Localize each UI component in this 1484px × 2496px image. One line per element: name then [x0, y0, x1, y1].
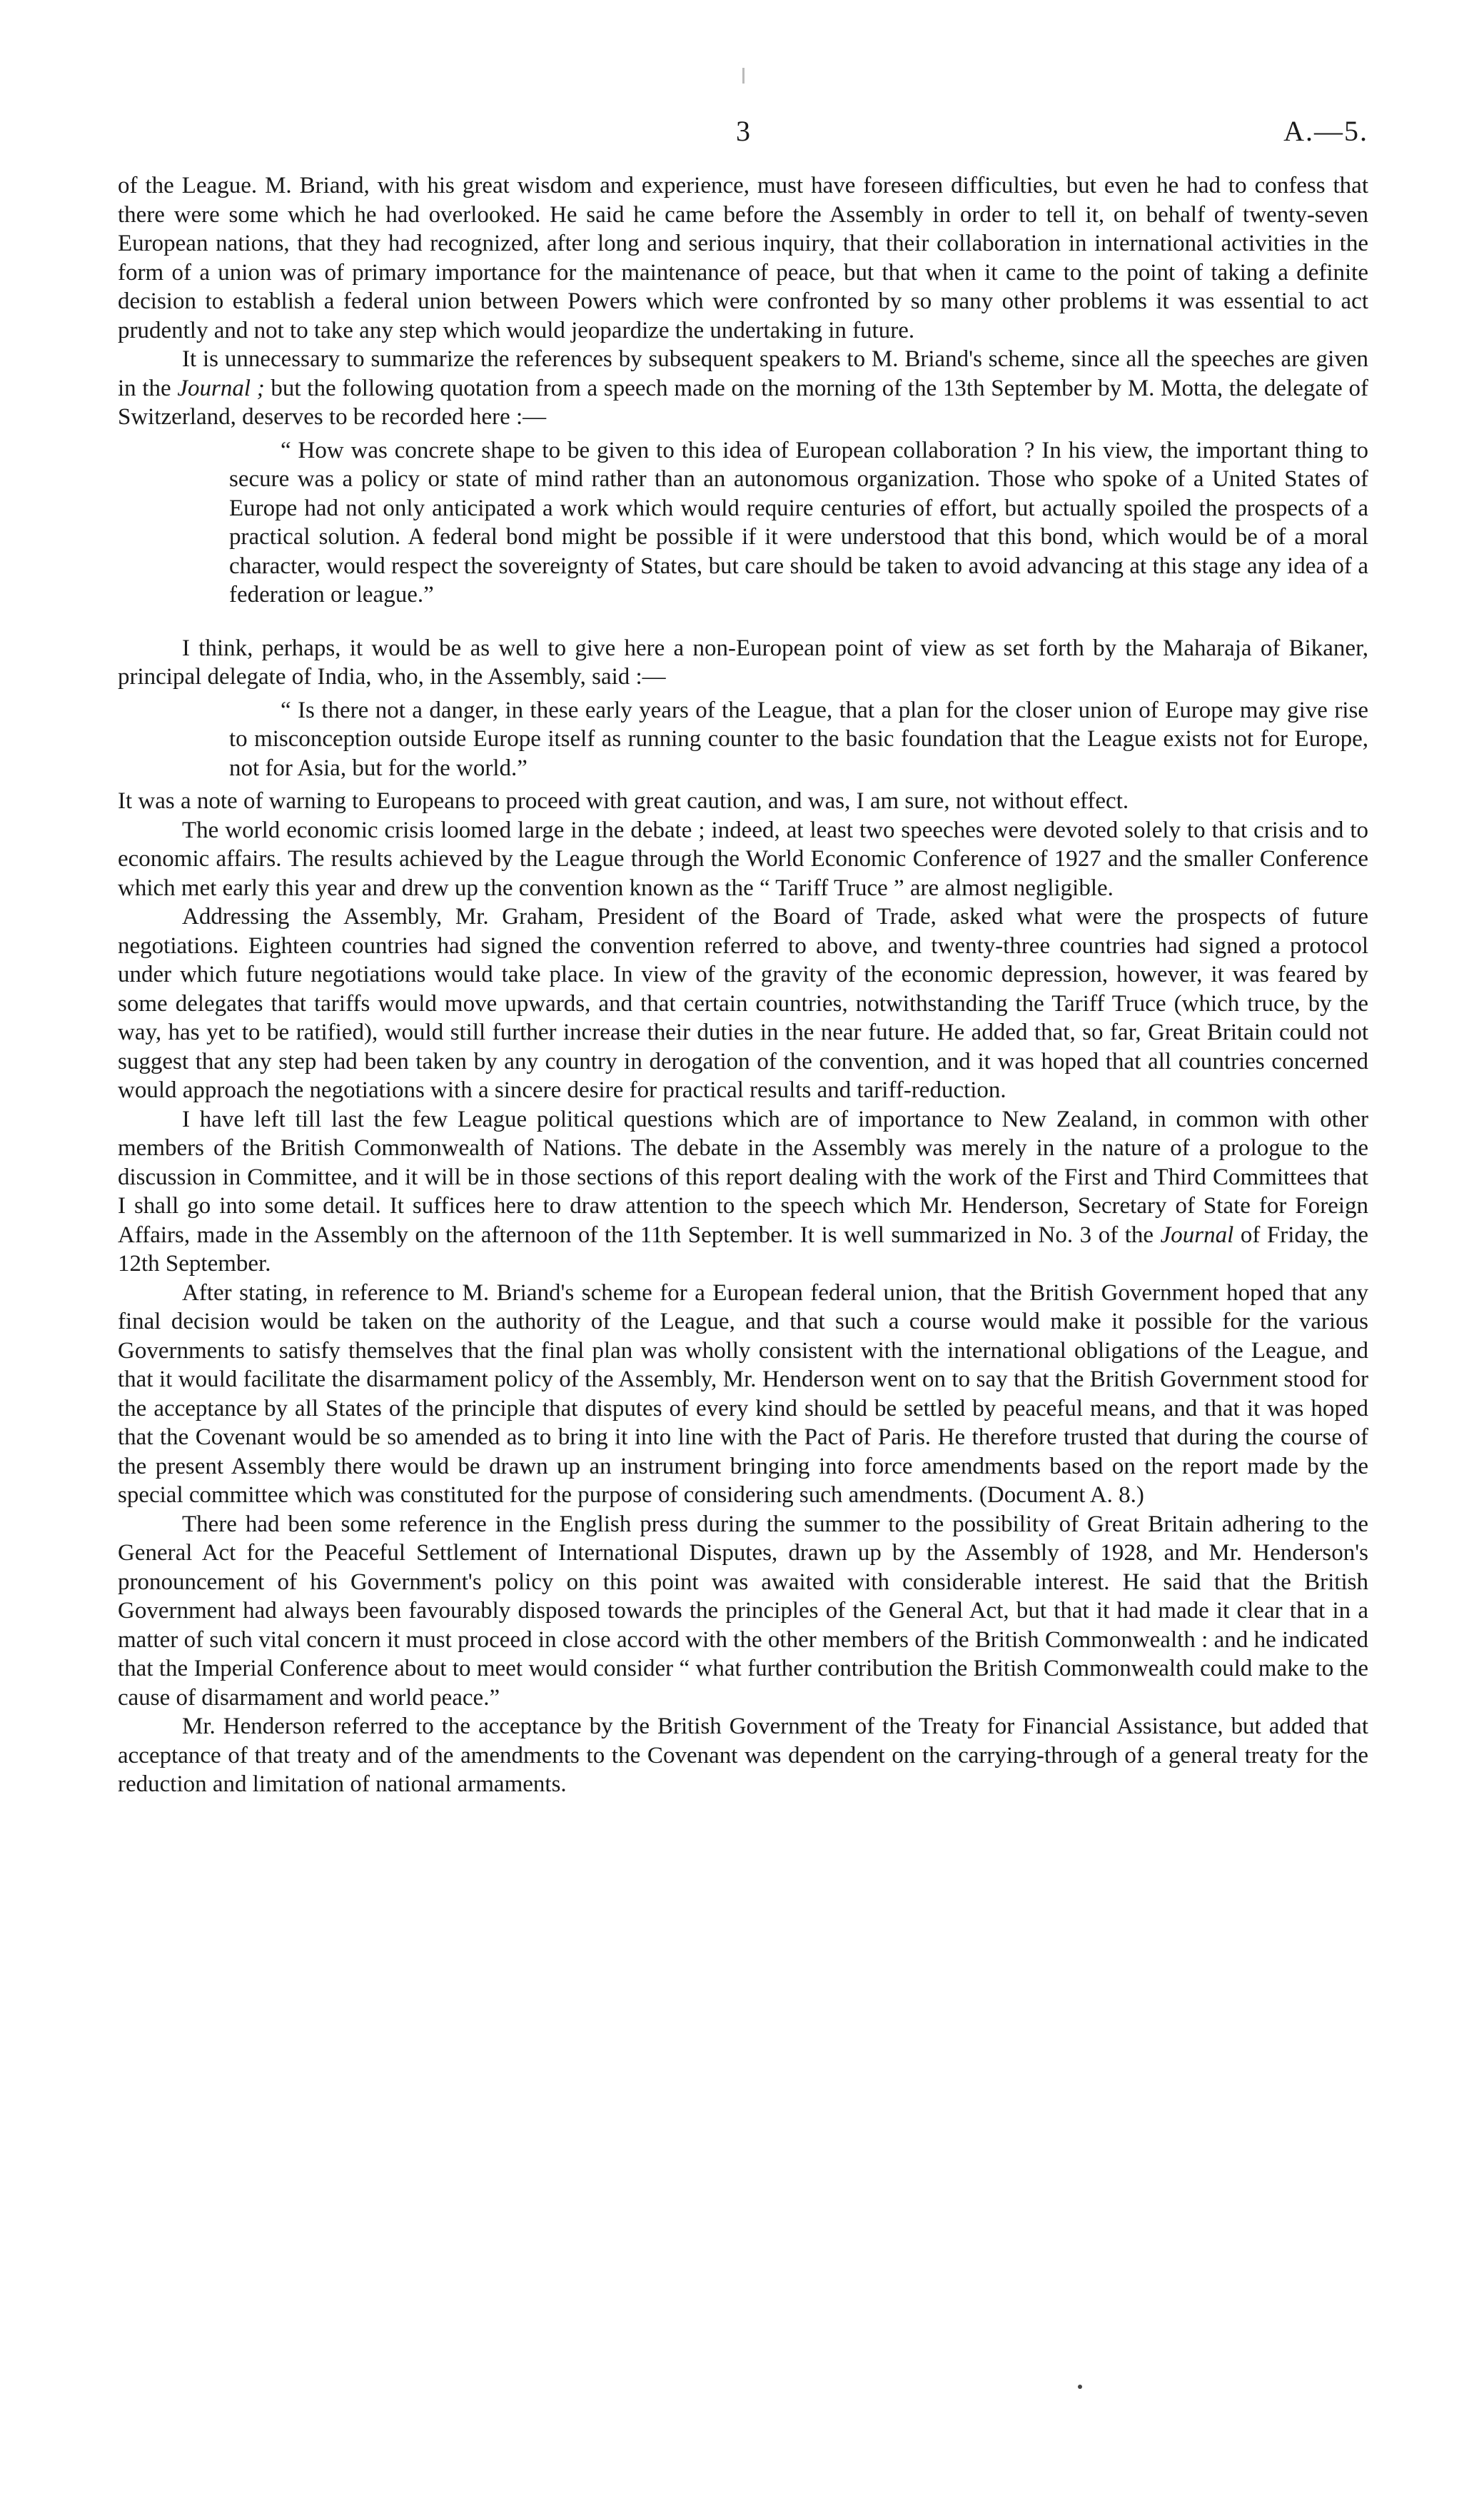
quotation-bikaner: “ Is there not a danger, in these early years of the League, that a plan for the closer union of Europe may give rise to misconception outside Europe itself as running counter to the basic foundation that the League exists not for Europe, not for Asia, but for the world.” — [229, 697, 1368, 781]
document-page — [118, 107, 1368, 1799]
paragraph-9: There had been some reference in the English press during the summer to the possibility of Great Britain adhering to the General Act for the Peaceful Settlement of International Disputes, drawn up by the Assembly of 1928, and Mr. Henderson's pronouncement of his Government's policy on this point was awaited with considerable interest. He said that the British Government had always been favourably disposed towards the principles of the General Act, but that it had made it clear that in a matter of such vital concern it must proceed in close accord with the other members of the British Commonwealth : and he indicated that the Imperial Conference about to meet would consider “ what further contribution the British Commonwealth could make to the cause of disarmament and world peace.” — [118, 1511, 1368, 1711]
paragraph-6: Addressing the Assembly, Mr. Graham, President of the Board of Trade, asked what were the prospects of future negotiations. Eighteen countries had signed the convention referred to above, and twenty-three countries had signed a protocol under which future negotiations would take place. In view of the gravity of the economic depression, however, it was feared by some delegates that tariffs would move upwards, and that certain countries, notwithstanding the Tariff Truce (which truce, by the way, has yet to be ratified), would still further increase their duties in the near future. He added that, so far, Great Britain could not suggest that any step had been taken by any country in derogation of the convention, and it was hoped that all countries concerned would approach the negotiations with a sincere desire for practical results and tariff-reduction. — [118, 904, 1368, 1103]
paragraph-2-text-b: but the following quotation from a speech made on the morning of the 13th September by M. Motta, the delegate of Switzerland, deserves to be recorded here :— — [118, 375, 1368, 430]
quotation-motta: “ How was concrete shape to be given to this idea of European collaboration ? In his view, the important thing to secure was a policy or state of mind rather than an autonomous organization. Those who spoke of a United States of Europe had not only anticipated a work which would require centuries of effort, but actually spoiled the prospects of a practical solution. A federal bond might be possible if it were understood that this bond, which would be of a moral character, would respect the sovereignty of States, but care should be taken to avoid advancing at this stage any idea of a federation or league.” — [229, 437, 1368, 608]
paragraph-8: After stating, in reference to M. Briand's scheme for a European federal union, that the British Government hoped that any final decision would be taken on the authority of the League, and that such a course would make it possible for the various Governments to satisfy themselves that the final plan was wholly consistent with the international obligations of the League, and that it would facilitate the disarmament policy of the Assembly, Mr. Henderson went on to say that the British Government stood for the acceptance by all States of the principle that disputes of every kind should be settled by peaceful means, and that it was hoped that the Covenant would be so amended as to bring it into line with the Pact of Paris. He therefore trusted that during the course of the present Assembly there would be drawn up an instrument bringing into force amendments based on the report made by the special committee which was constituted for the purpose of considering such amendments. (Document A. 8.) — [118, 1279, 1368, 1508]
page-header — [118, 107, 1368, 171]
scan-dot — [1078, 2385, 1082, 2389]
page-number: 3 — [736, 115, 750, 147]
journal-title: Journal ; — [177, 375, 265, 401]
scan-mark — [742, 68, 744, 84]
paragraph-7-text-b: of Friday, the 12th September. — [118, 1222, 1368, 1277]
paragraph-7-text-a: I have left till last the few League political questions which are of importance to New Zealand, in common with other members of the British Commonwealth of Nations. The debate in the Assembly was merely in the nature of a prologue to the discussion in Committee, and it will be in those sections of this report dealing with the work of the First and Third Committees that I shall go into some detail. It suffices here to draw attention to the speech which Mr. Henderson, Secretary of State for Foreign Affairs, made in the Assembly on the afternoon of the 11th September. It is well summarized in No. 3 of the — [118, 1106, 1368, 1248]
paragraph-10: Mr. Henderson referred to the acceptance by the British Government of the Treaty for Financial Assistance, but added that acceptance of that treaty and of the amendments to the Covenant was dependent on the carrying-through of a general treaty for the reduction and limitation of national armaments. — [118, 1714, 1368, 1797]
paragraph-1: of the League. M. Briand, with his great wisdom and experience, must have foreseen difficulties, but even he had to confess that there were some which he had overlooked. He said he came before the Assembly in order to tell it, on behalf of twenty-seven European nations, that they had recognized, after long and serious inquiry, that their collaboration in international activities in the form of a union was of primary importance for the maintenance of peace, but that when it came to the point of taking a definite decision to establish a federal union between Powers which were confronted by so many other problems it was essential to act prudently and not to take any step which would jeopardize the undertaking in future. — [118, 173, 1368, 343]
paragraph-3: I think, perhaps, it would be as well to give here a non-European point of view as set forth by the Maharaja of Bikaner, principal delegate of India, who, in the Assembly, said :— — [118, 635, 1368, 690]
spacer — [118, 614, 1368, 634]
paragraph-2 — [118, 345, 1368, 432]
paragraph-2-text-a: It is unnecessary to summarize the references by subsequent speakers to M. Briand's scheme, since all the speeches are given in the — [118, 346, 1368, 401]
document-reference: A.—5. — [1283, 115, 1368, 147]
paragraph-4: It was a note of warning to Europeans to proceed with great caution, and was, I am sure, not without effect. — [118, 788, 1129, 814]
paragraph-7 — [118, 1105, 1368, 1279]
paragraph-5: The world economic crisis loomed large in the debate ; indeed, at least two speeches were devoted solely to that crisis and to economic affairs. The results achieved by the League through the World Economic Conference of 1927 and the smaller Conference which met early this year and drew up the convention known as the “ Tariff Truce ” are almost negligible. — [118, 817, 1368, 901]
journal-title: Journal — [1160, 1222, 1234, 1248]
